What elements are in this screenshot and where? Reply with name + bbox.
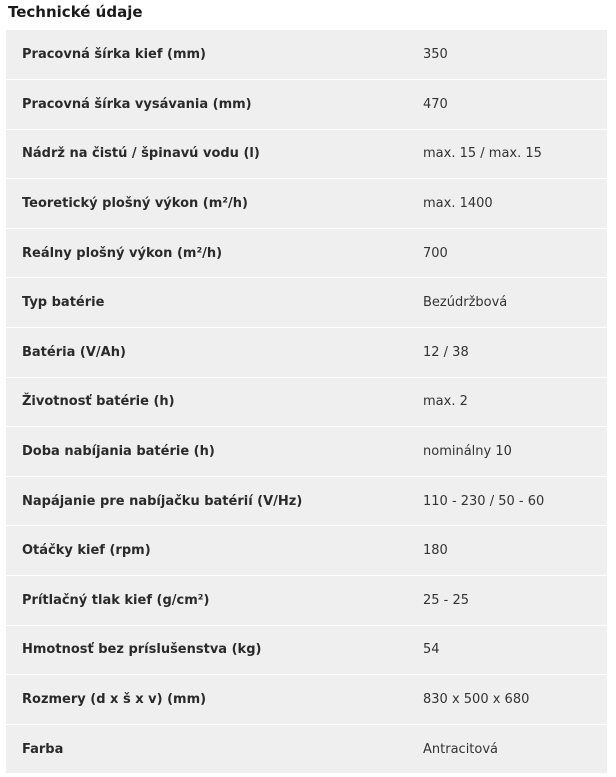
spec-value: max. 1400 bbox=[407, 179, 607, 229]
spec-value: 700 bbox=[407, 228, 607, 278]
specs-table bbox=[6, 30, 607, 774]
spec-label: Pracovná šírka vysávania (mm) bbox=[6, 80, 407, 130]
spec-row bbox=[6, 476, 607, 526]
spec-value: 25 - 25 bbox=[407, 576, 607, 626]
spec-label: Farba bbox=[6, 724, 407, 774]
spec-value: 830 x 500 x 680 bbox=[407, 675, 607, 725]
spec-label: Teoretický plošný výkon (m²/h) bbox=[6, 179, 407, 229]
spec-row bbox=[6, 80, 607, 130]
spec-label: Reálny plošný výkon (m²/h) bbox=[6, 228, 407, 278]
spec-row bbox=[6, 228, 607, 278]
spec-row bbox=[6, 675, 607, 725]
spec-label: Batéria (V/Ah) bbox=[6, 328, 407, 378]
section-title: Technické údaje bbox=[8, 3, 143, 21]
spec-label: Životnosť batérie (h) bbox=[6, 377, 407, 427]
spec-row bbox=[6, 278, 607, 328]
spec-row bbox=[6, 625, 607, 675]
spec-row bbox=[6, 129, 607, 179]
spec-row bbox=[6, 526, 607, 576]
spec-label: Typ batérie bbox=[6, 278, 407, 328]
spec-label: Otáčky kief (rpm) bbox=[6, 526, 407, 576]
spec-row bbox=[6, 377, 607, 427]
spec-label: Napájanie pre nabíjačku batérií (V/Hz) bbox=[6, 476, 407, 526]
spec-label: Prítlačný tlak kief (g/cm²) bbox=[6, 576, 407, 626]
spec-value: Antracitová bbox=[407, 724, 607, 774]
spec-row bbox=[6, 179, 607, 229]
spec-label: Hmotnosť bez príslušenstva (kg) bbox=[6, 625, 407, 675]
spec-value: max. 2 bbox=[407, 377, 607, 427]
spec-value: 110 - 230 / 50 - 60 bbox=[407, 476, 607, 526]
spec-value: max. 15 / max. 15 bbox=[407, 129, 607, 179]
spec-value: 350 bbox=[407, 30, 607, 80]
spec-label: Nádrž na čistú / špinavú vodu (l) bbox=[6, 129, 407, 179]
spec-value: 54 bbox=[407, 625, 607, 675]
spec-row bbox=[6, 30, 607, 80]
spec-value: 12 / 38 bbox=[407, 328, 607, 378]
spec-value: 180 bbox=[407, 526, 607, 576]
spec-label: Pracovná šírka kief (mm) bbox=[6, 30, 407, 80]
spec-row bbox=[6, 328, 607, 378]
spec-label: Rozmery (d x š x v) (mm) bbox=[6, 675, 407, 725]
spec-value: 470 bbox=[407, 80, 607, 130]
spec-row bbox=[6, 576, 607, 626]
spec-row bbox=[6, 724, 607, 774]
spec-value: nominálny 10 bbox=[407, 427, 607, 477]
spec-label: Doba nabíjania batérie (h) bbox=[6, 427, 407, 477]
spec-row bbox=[6, 427, 607, 477]
spec-value: Bezúdržbová bbox=[407, 278, 607, 328]
